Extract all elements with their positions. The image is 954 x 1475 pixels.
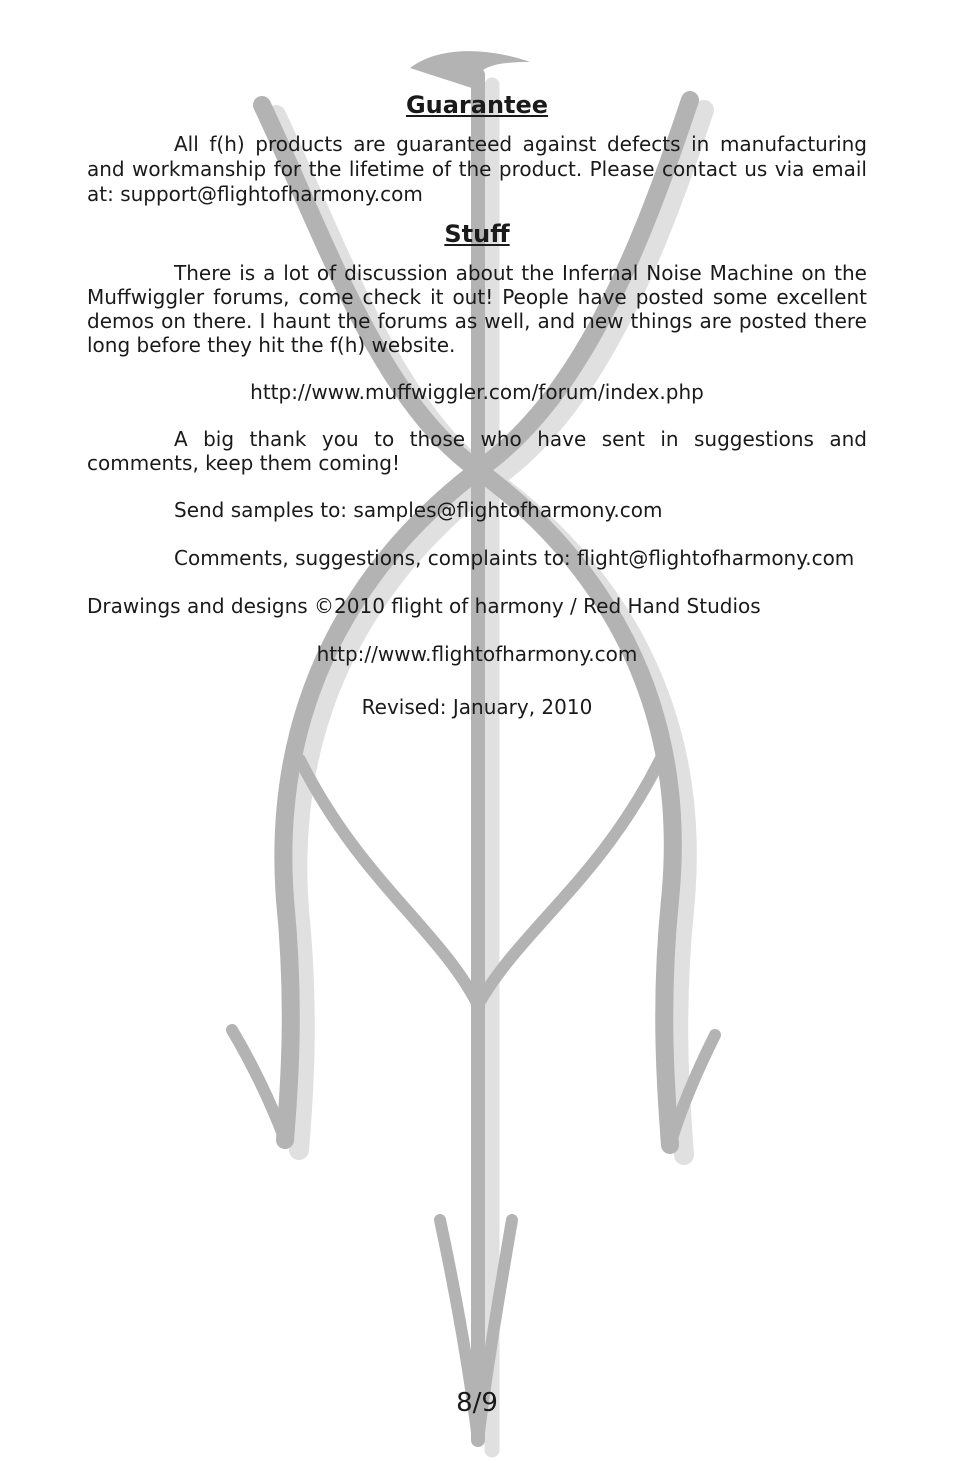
copyright-line: Drawings and designs ©2010 flight of harmony / Red Hand Studios bbox=[87, 594, 761, 618]
revised-date: Revised: January, 2010 bbox=[361, 695, 593, 719]
page-number: 8/9 bbox=[456, 1388, 498, 1418]
thanks-paragraph: A big thank you to those who have sent in suggestions and comments, keep them coming! bbox=[87, 427, 867, 475]
page-content bbox=[87, 88, 867, 720]
samples-contact-line: Send samples to: samples@flightofharmony.com bbox=[174, 498, 663, 522]
guarantee-paragraph: All f(h) products are guaranteed against defects in manufacturing and workmanship for the lifetime of the product. Please contact us via email at: support@flightofharmony.com bbox=[87, 132, 867, 206]
inner-left-strand bbox=[300, 760, 478, 1005]
website-url-link[interactable]: http://www.flightofharmony.com bbox=[316, 642, 638, 666]
stuff-paragraph: There is a lot of discussion about the Infernal Noise Machine on the Muffwiggler forums, come check it out! People have posted some excellent demos on there. I haunt the forums as well, and new things are posted there long before they hit the f(h) website. bbox=[87, 261, 867, 357]
forum-url-link[interactable]: http://www.muffwiggler.com/forum/index.php bbox=[250, 380, 704, 404]
top-curl-ornament bbox=[410, 51, 530, 90]
guarantee-heading: Guarantee bbox=[405, 91, 549, 119]
stuff-heading: Stuff bbox=[444, 220, 510, 248]
left-fletch bbox=[232, 1030, 285, 1140]
comments-contact-line: Comments, suggestions, complaints to: flight@flightofharmony.com bbox=[174, 546, 855, 570]
inner-right-strand bbox=[478, 760, 660, 1005]
